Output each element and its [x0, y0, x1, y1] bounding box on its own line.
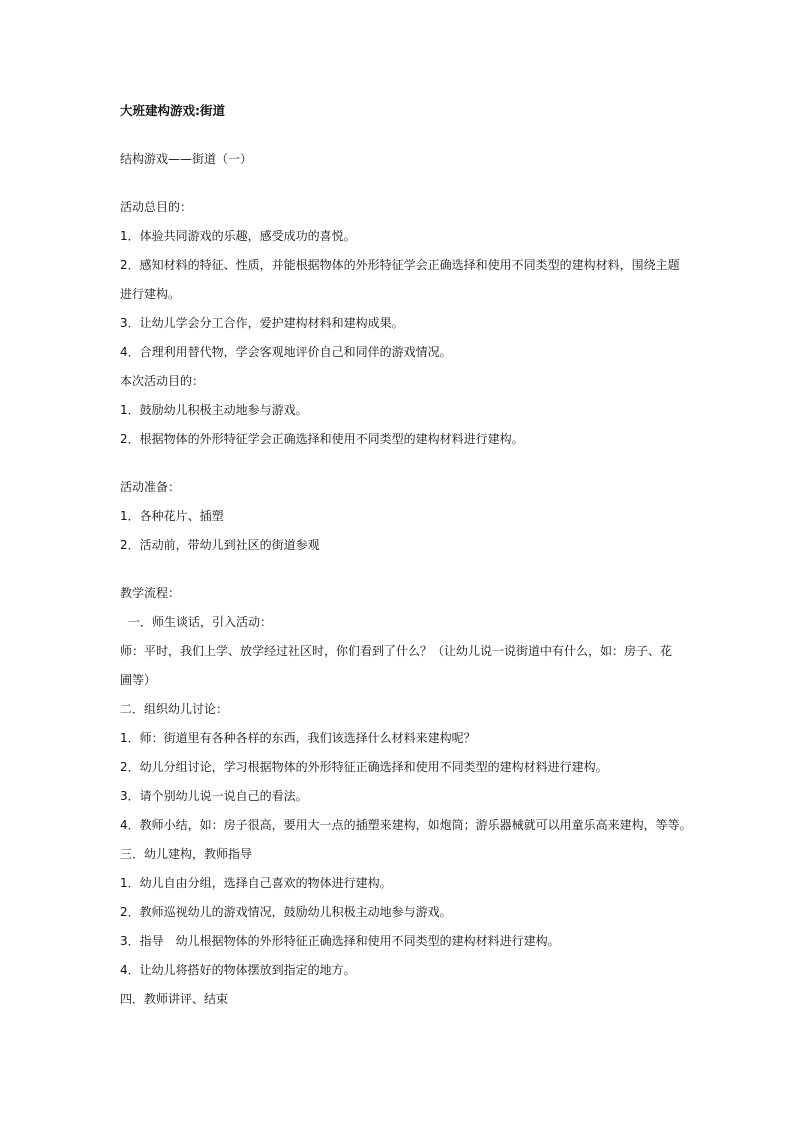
step3-item: 2．教师巡视幼儿的游戏情况，鼓励幼儿积极主动地参与游戏。 — [120, 905, 452, 919]
current-goals-heading: 本次活动目的： — [120, 374, 205, 388]
step1-line: 师：平时，我们上学、放学经过社区时，你们看到了什么？（让幼儿说一说街道中有什么，如：房子、花 — [120, 644, 673, 658]
process-heading: 教学流程： — [120, 586, 181, 600]
overall-goals-heading: 活动总目的： — [120, 200, 193, 214]
step3-item: 3．指导 幼儿根据物体的外形特征正确选择和使用不同类型的建构材料进行建构。 — [120, 934, 560, 948]
step2-item: 4．教师小结，如：房子很高，要用大一点的插塑来建构，如炮筒；游乐器械就可以用童乐高来建构，等等。 — [120, 818, 692, 832]
overall-goal-item: 2．感知材料的特征、性质，并能根据物体的外形特征学会正确选择和使用不同类型的建构材料，围绕主题 — [120, 258, 680, 272]
overall-goal-item: 1．体验共同游戏的乐趣，感受成功的喜悦。 — [120, 229, 356, 243]
preparation-item: 1．各种花片、插塑 — [120, 509, 224, 523]
overall-goal-item: 3．让幼儿学会分工合作，爱护建构材料和建构成果。 — [120, 316, 404, 330]
step3-item: 4．让幼儿将搭好的物体摆放到指定的地方。 — [120, 963, 356, 977]
current-goal-item: 1．鼓励幼儿积极主动地参与游戏。 — [120, 403, 308, 417]
step2-item: 1．师：街道里有各种各样的东西，我们该选择什么材料来建构呢？ — [120, 731, 476, 745]
step1-line-continued: 圃等） — [120, 673, 157, 687]
step2-heading: 二．组织幼儿讨论： — [120, 702, 229, 716]
overall-goal-item-continued: 进行建构。 — [120, 287, 181, 301]
document-subtitle: 结构游戏——街道（一） — [120, 152, 253, 166]
step3-item: 1．幼儿自由分组，选择自己喜欢的物体进行建构。 — [120, 876, 392, 890]
overall-goal-item: 4．合理利用替代物，学会客观地评价自己和同伴的游戏情况。 — [120, 345, 452, 359]
step3-heading: 三．幼儿建构，教师指导 — [120, 847, 253, 861]
step2-item: 2．幼儿分组讨论，学习根据物体的外形特征正确选择和使用不同类型的建构材料进行建构。 — [120, 760, 608, 774]
step2-item: 3．请个别幼儿说一说自己的看法。 — [120, 789, 308, 803]
preparation-heading: 活动准备： — [120, 480, 181, 494]
preparation-item: 2．活动前，带幼儿到社区的街道参观 — [120, 538, 320, 552]
step4-heading: 四．教师讲评、结束 — [120, 992, 229, 1006]
current-goal-item: 2．根据物体的外形特征学会正确选择和使用不同类型的建构材料进行建构。 — [120, 432, 524, 446]
document-title: 大班建构游戏:街道 — [120, 103, 225, 118]
step1-heading: 一．师生谈话，引入活动： — [128, 615, 273, 629]
